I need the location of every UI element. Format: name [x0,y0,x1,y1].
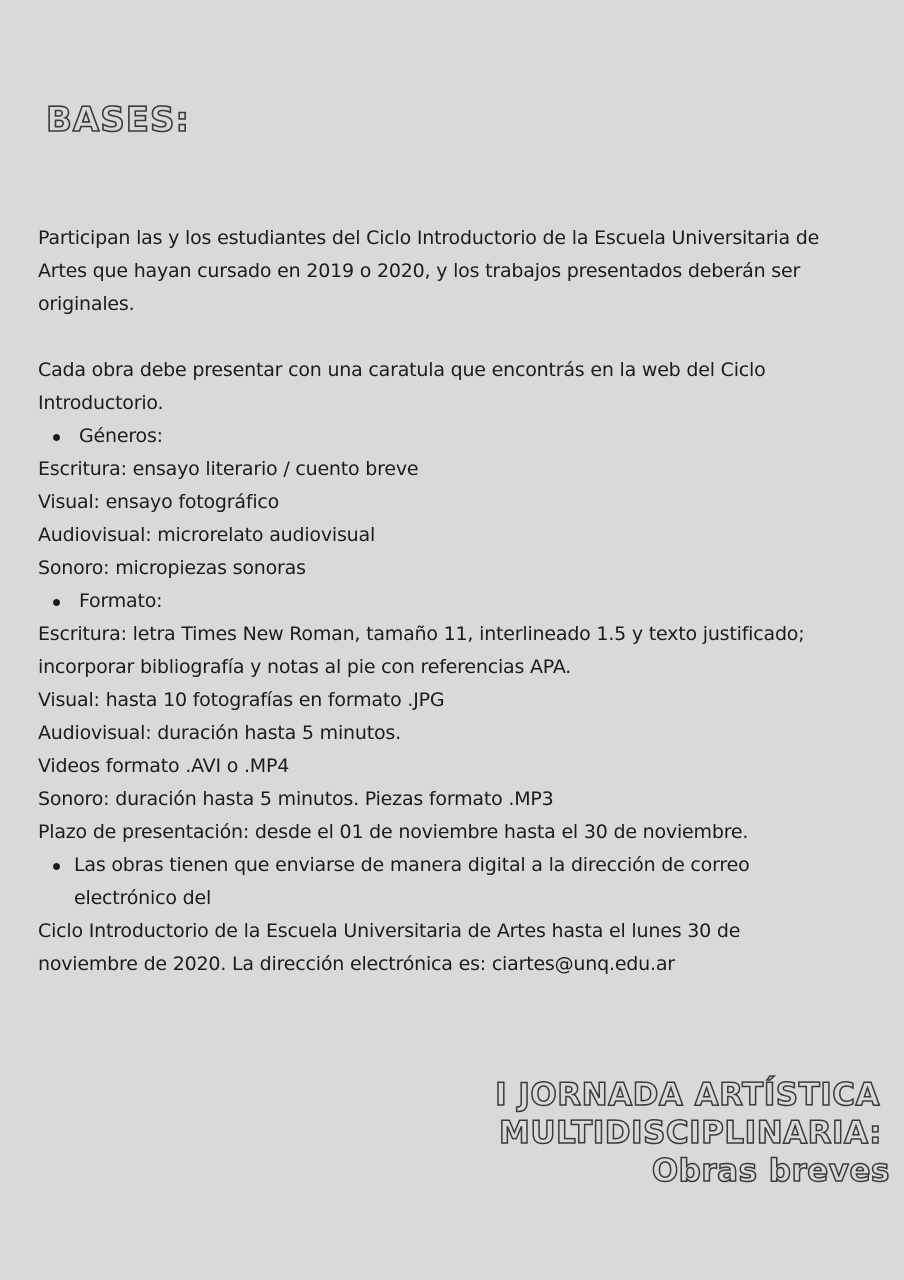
formato-item: incorporar bibliografía y notas al pie con referencias APA. [38,656,572,678]
formato-item: Videos formato .AVI o .MP4 [38,755,290,777]
event-title [495,1076,890,1190]
caratula-line: Introductorio. [38,392,164,414]
genero-item: Escritura: ensayo literario / cuento breve [38,458,419,480]
intro-line: Participan las y los estudiantes del Ciclo Introductorio de la Escuela Universitaria de [38,227,820,249]
formato-bullet: Formato: [38,585,878,618]
envio-bullet-continuation: electrónico del [74,887,212,909]
formato-item: Sonoro: duración hasta 5 minutos. Piezas formato .MP3 [38,788,554,810]
paragraph-gap [38,321,878,354]
event-title-line2: MULTIDISCIPLINARIA: [498,1115,882,1151]
formato-item: Escritura: letra Times New Roman, tamaño 11, interlineado 1.5 y texto justificado; [38,623,805,645]
intro-line: originales. [38,293,135,315]
genero-item: Sonoro: micropiezas sonoras [38,557,306,579]
envio-line: noviembre de 2020. La dirección electrónica es: ciartes@unq.edu.ar [38,953,675,975]
deadline-line: Plazo de presentación: desde el 01 de noviembre hasta el 30 de noviembre. [38,821,749,843]
envio-bullet: Las obras tienen que enviarse de manera digital a la dirección de correo [38,849,878,882]
genero-item: Audiovisual: microrelato audiovisual [38,524,376,546]
envio-line: Ciclo Introductorio de la Escuela Universitaria de Artes hasta el lunes 30 de [38,920,741,942]
rules-body [38,222,878,981]
genero-item: Visual: ensayo fotográfico [38,491,280,513]
formato-item: Visual: hasta 10 fotografías en formato .JPG [38,689,445,711]
page-heading: BASES: [46,100,191,140]
caratula-line: Cada obra debe presentar con una caratula que encontrás en la web del Ciclo [38,359,766,381]
formato-item: Audiovisual: duración hasta 5 minutos. [38,722,401,744]
event-title-line1: I JORNADA ARTÍSTICA [495,1077,880,1113]
generos-bullet: Géneros: [38,420,878,453]
event-subtitle: Obras breves [651,1153,890,1189]
intro-line: Artes que hayan cursado en 2019 o 2020, y los trabajos presentados deberán ser [38,260,801,282]
